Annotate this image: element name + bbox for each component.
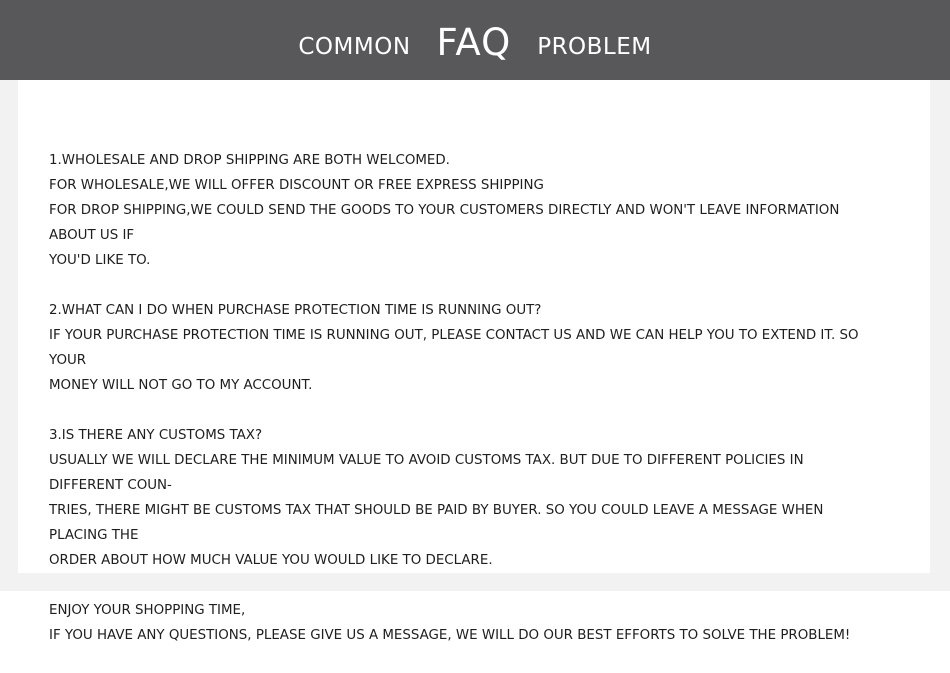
- faq-item-wholesale: [49, 148, 879, 273]
- faq-answer-line: FOR WHOLESALE,WE WILL OFFER DISCOUNT OR FREE EXPRESS SHIPPING: [49, 178, 544, 193]
- header-faq: FAQ: [436, 20, 512, 64]
- faq-item-purchase-protection: [49, 298, 879, 398]
- faq-question: 1.WHOLESALE AND DROP SHIPPING ARE BOTH WELCOMED.: [49, 153, 450, 168]
- faq-answer-line: ORDER ABOUT HOW MUCH VALUE YOU WOULD LIKE TO DECLARE.: [49, 553, 493, 568]
- faq-answer-line: FOR DROP SHIPPING,WE COULD SEND THE GOODS TO YOUR CUSTOMERS DIRECTLY AND WON'T LEAVE INFORMATION ABOUT US IF: [49, 203, 840, 243]
- faq-answer-line: USUALLY WE WILL DECLARE THE MINIMUM VALUE TO AVOID CUSTOMS TAX. BUT DUE TO DIFFERENT POLICIES IN DIFFERENT COUN-: [49, 453, 804, 493]
- faq-question: 2.WHAT CAN I DO WHEN PURCHASE PROTECTION TIME IS RUNNING OUT?: [49, 303, 542, 318]
- closing-line: ENJOY YOUR SHOPPING TIME,: [49, 603, 246, 618]
- faq-answer-line: MONEY WILL NOT GO TO MY ACCOUNT.: [49, 378, 313, 393]
- header-common: COMMON: [298, 34, 411, 60]
- header-problem: PROBLEM: [537, 34, 652, 60]
- faq-question: 3.IS THERE ANY CUSTOMS TAX?: [49, 428, 263, 443]
- faq-answer-line: TRIES, THERE MIGHT BE CUSTOMS TAX THAT SHOULD BE PAID BY BUYER. SO YOU COULD LEAVE A MESSAGE WHEN PLACING THE: [49, 503, 824, 543]
- closing-line: IF YOU HAVE ANY QUESTIONS, PLEASE GIVE US A MESSAGE, WE WILL DO OUR BEST EFFORTS TO SOLVE THE PROBLEM!: [49, 628, 851, 643]
- faq-text: [49, 148, 879, 673]
- faq-item-customs-tax: [49, 423, 879, 573]
- faq-closing: [49, 598, 879, 648]
- faq-answer-line: IF YOUR PURCHASE PROTECTION TIME IS RUNNING OUT, PLEASE CONTACT US AND WE CAN HELP YOU TO EXTEND IT. SO YOUR: [49, 328, 859, 368]
- faq-content-panel: [18, 80, 930, 643]
- faq-header: [0, 0, 950, 80]
- faq-answer-line: YOU'D LIKE TO.: [49, 253, 151, 268]
